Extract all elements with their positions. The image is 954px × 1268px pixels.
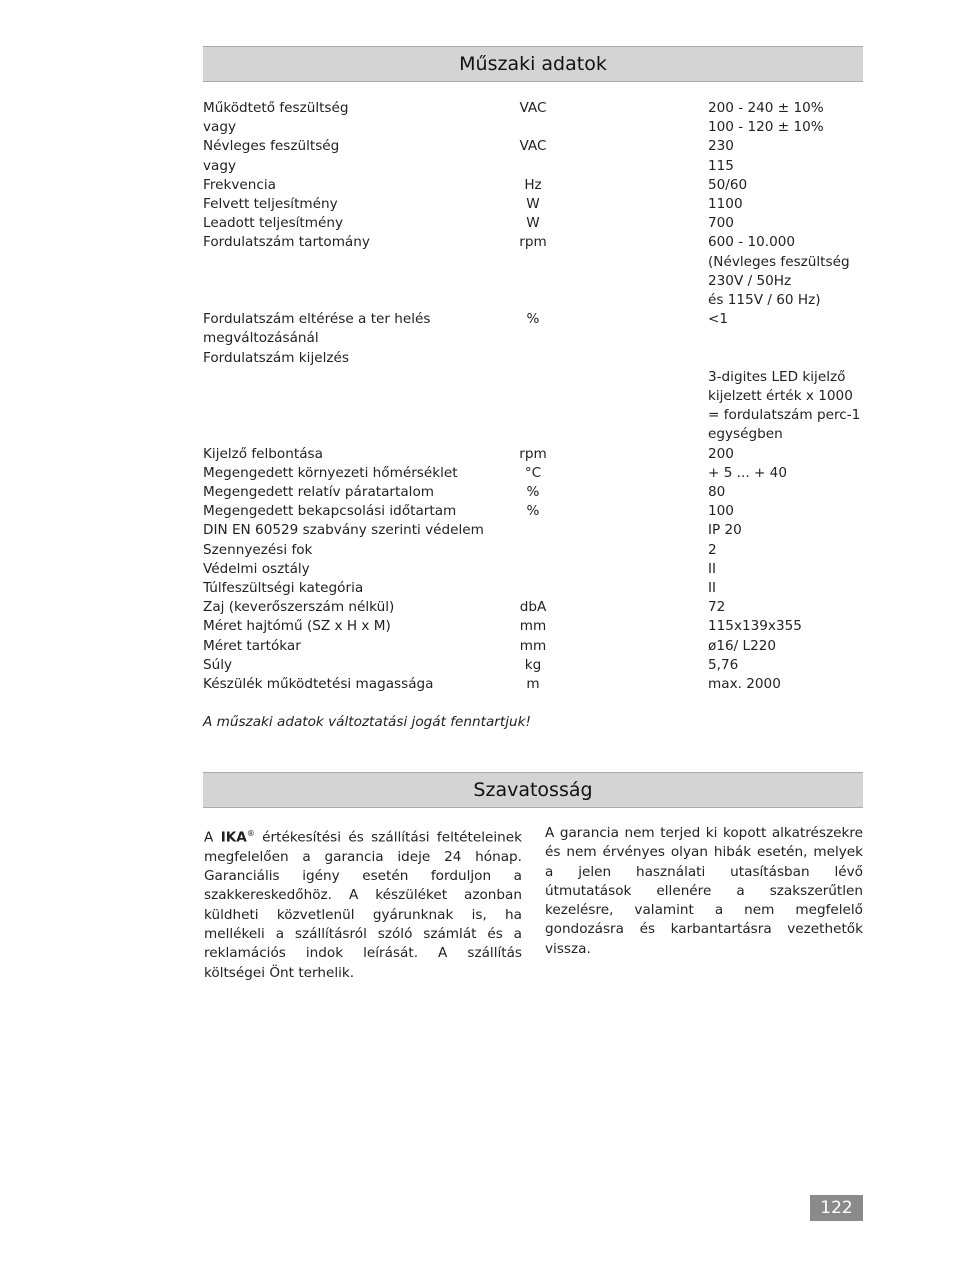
spec-row bbox=[203, 598, 863, 617]
spec-row bbox=[203, 349, 863, 445]
spec-row bbox=[203, 310, 863, 348]
spec-unit: dbA bbox=[519, 599, 547, 616]
spec-value: 3-digites LED kijelző kijelzett érték x 1000 = fordulatszám perc-1 egységben bbox=[708, 368, 861, 443]
spec-unit bbox=[508, 579, 558, 598]
spec-unit: % bbox=[526, 311, 540, 328]
spec-value: 600 - 10.000 (Névleges feszültség 230V / 50Hz és 115V / 60 Hz) bbox=[708, 234, 850, 309]
spec-unit bbox=[508, 118, 558, 137]
spec-label: Túlfeszültségi kategória bbox=[203, 580, 364, 597]
spec-value: 700 bbox=[708, 215, 734, 232]
spec-label: vagy bbox=[203, 119, 237, 136]
spec-label: Fordulatszám tartomány bbox=[203, 234, 370, 251]
spec-row bbox=[203, 502, 863, 521]
spec-label: Zaj (keverőszerszám nélkül) bbox=[203, 599, 395, 616]
spec-unit: Hz bbox=[524, 176, 542, 193]
spec-value: 115x139x355 bbox=[708, 618, 802, 635]
spec-label: Megengedett bekapcsolási időtartam bbox=[203, 503, 457, 520]
spec-row bbox=[203, 483, 863, 502]
spec-row bbox=[203, 195, 863, 214]
spec-unit: % bbox=[526, 503, 540, 520]
spec-label: Fordulatszám eltérése a ter helés megváltozásánál bbox=[203, 311, 431, 347]
spec-unit bbox=[508, 560, 558, 579]
spec-row bbox=[203, 118, 863, 137]
spec-label: Védelmi osztály bbox=[203, 560, 310, 577]
warranty-right-column: A garancia nem terjed ki kopott alkatrészekre és nem érvényes olyan hibák esetén, melyek a jelen használati utasításban lévő útmutatások ellenére a szakszerűtlen kezelésre, valamint a nem megfelelő gondozásra és karbantartásra vezethetők vissza. bbox=[545, 825, 863, 957]
spec-row bbox=[203, 157, 863, 176]
spec-value: 80 bbox=[708, 484, 726, 501]
spec-row bbox=[203, 99, 863, 118]
spec-label: DIN EN 60529 szabvány szerinti védelem bbox=[203, 522, 484, 539]
spec-label: Leadott teljesítmény bbox=[203, 215, 344, 232]
spec-unit: m bbox=[526, 676, 540, 693]
spec-value: 115 bbox=[708, 157, 734, 174]
spec-value: 5,76 bbox=[708, 656, 739, 673]
spec-value: 100 bbox=[708, 503, 734, 520]
spec-unit: % bbox=[526, 484, 540, 501]
spec-table bbox=[203, 99, 863, 694]
spec-label: Kijelző felbontása bbox=[203, 445, 323, 462]
registered-mark: ® bbox=[246, 829, 255, 838]
spec-label: Névleges feszültség bbox=[203, 138, 340, 155]
spec-row bbox=[203, 521, 863, 540]
spec-unit bbox=[508, 541, 558, 560]
spec-label: Működtető feszültség bbox=[203, 100, 349, 116]
spec-label: Készülék működtetési magassága bbox=[203, 676, 434, 693]
disclaimer-note: A műszaki adatok változtatási jogát fenntartjuk! bbox=[203, 714, 531, 730]
spec-value: II bbox=[708, 560, 717, 577]
spec-unit: kg bbox=[524, 656, 542, 673]
spec-value: 2 bbox=[708, 541, 717, 558]
spec-value: 230 bbox=[708, 138, 734, 155]
spec-value: IP 20 bbox=[708, 522, 742, 539]
spec-label: Méret hajtómű (SZ x H x M) bbox=[203, 618, 391, 635]
spec-unit: mm bbox=[519, 637, 547, 654]
spec-row bbox=[203, 464, 863, 483]
spec-value: 200 bbox=[708, 445, 734, 462]
page-number: 122 bbox=[810, 1195, 863, 1221]
warranty-left-column bbox=[204, 824, 522, 983]
spec-label: Méret tartókar bbox=[203, 637, 301, 654]
spec-unit: mm bbox=[519, 618, 547, 635]
section-title-technical-data: Műszaki adatok bbox=[203, 46, 863, 82]
spec-row bbox=[203, 541, 863, 560]
spec-unit: VAC bbox=[519, 138, 547, 155]
spec-row bbox=[203, 137, 863, 156]
spec-unit: rpm bbox=[519, 445, 547, 462]
spec-unit bbox=[508, 349, 558, 445]
spec-unit bbox=[508, 157, 558, 176]
spec-value: II bbox=[708, 580, 717, 597]
spec-label: Megengedett relatív páratartalom bbox=[203, 484, 435, 501]
spec-row bbox=[203, 579, 863, 598]
spec-row bbox=[203, 560, 863, 579]
spec-row bbox=[203, 176, 863, 195]
spec-label: Felvett teljesítmény bbox=[203, 196, 338, 213]
warranty-prefix: A bbox=[204, 829, 214, 846]
spec-row bbox=[203, 233, 863, 310]
spec-value: + 5 ... + 40 bbox=[708, 464, 787, 481]
spec-unit: W bbox=[526, 196, 540, 213]
spec-value: max. 2000 bbox=[708, 676, 781, 693]
spec-row bbox=[203, 656, 863, 675]
warranty-left-text: értékesítési és szállítási feltételeinek megfelelően a garancia ideje 24 hónap. Garanciális igény esetén forduljon a szakkereskedőhöz. A készüléket azonban küldheti közvetlenül gyárunknak is, ha mellékeli a szállításról szóló számlát és a reklamációs indok leírását. A szállítás költségei Önt terhelik. bbox=[204, 829, 523, 981]
spec-row bbox=[203, 617, 863, 636]
spec-value: 1100 bbox=[708, 196, 743, 213]
spec-value: 200 - 240 ± 10% bbox=[708, 100, 824, 116]
spec-value: <1 bbox=[708, 311, 729, 328]
spec-unit: rpm bbox=[519, 234, 547, 251]
spec-row bbox=[203, 214, 863, 233]
spec-label: vagy bbox=[203, 157, 237, 174]
spec-value: 50/60 bbox=[708, 176, 748, 193]
spec-row bbox=[203, 637, 863, 656]
spec-label: Súly bbox=[203, 656, 233, 673]
section-title-warranty: Szavatosság bbox=[203, 772, 863, 808]
spec-unit: VAC bbox=[519, 100, 547, 116]
spec-unit: W bbox=[526, 215, 540, 232]
brand-name: IKA bbox=[220, 829, 247, 846]
spec-row bbox=[203, 445, 863, 464]
spec-label: Fordulatszám kijelzés bbox=[203, 349, 349, 366]
spec-value: 72 bbox=[708, 599, 726, 616]
spec-label: Frekvencia bbox=[203, 176, 276, 193]
spec-row bbox=[203, 675, 863, 694]
spec-label: Szennyezési fok bbox=[203, 541, 313, 558]
spec-value: 100 - 120 ± 10% bbox=[708, 119, 824, 136]
spec-unit bbox=[508, 521, 558, 540]
spec-unit: °C bbox=[524, 464, 542, 481]
spec-label: Megengedett környezeti hőmérséklet bbox=[203, 464, 458, 481]
spec-value: ø16/ L220 bbox=[708, 637, 777, 654]
